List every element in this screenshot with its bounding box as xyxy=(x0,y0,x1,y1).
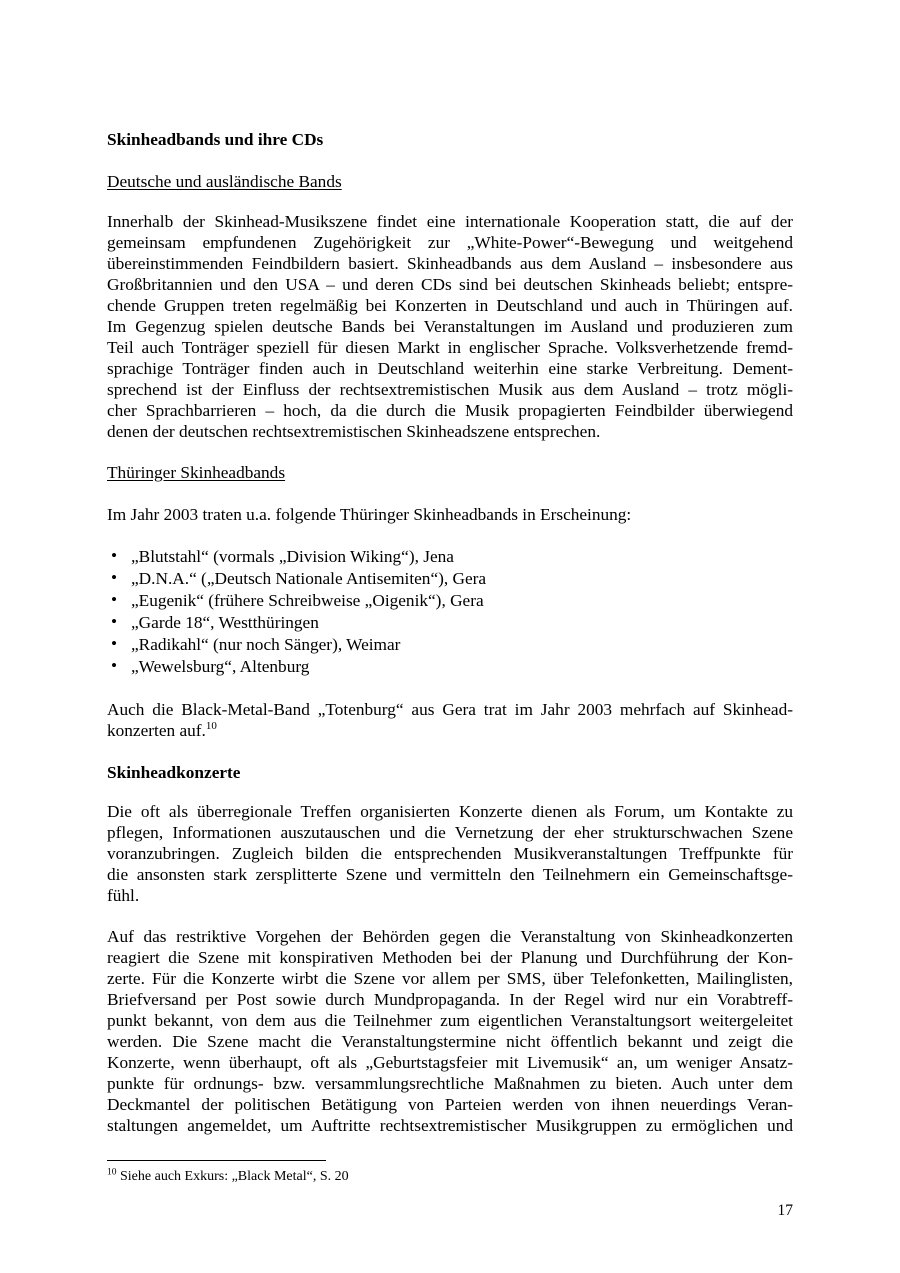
list-item xyxy=(107,546,793,567)
paragraph-line: gemeinsam empfundenen Zugehörigkeit zur „White-Power“-Bewegung und weitgehend xyxy=(107,233,793,252)
paragraph-line: Die oft als überregionale Treffen organisierten Konzerte dienen als Forum, um Kontakte zu xyxy=(107,802,793,821)
paragraph-line: staltungen angemeldet, um Auftritte rechtsextremistischer Musikgruppen zu ermöglichen und xyxy=(107,1116,793,1135)
band-name: „D.N.A.“ („Deutsch Nationale Antisemiten“), Gera xyxy=(131,569,487,588)
band-name: „Eugenik“ (frühere Schreibweise „Oigenik“), Gera xyxy=(131,591,484,610)
paragraph-line: Innerhalb der Skinhead-Musikszene findet eine internationale Kooperation statt, die auf der xyxy=(107,212,793,231)
paragraph-line: Briefversand per Post sowie durch Mundpropaganda. In der Regel wird nur ein Vorabtreff- xyxy=(107,990,793,1009)
paragraph-line: Im Gegenzug spielen deutsche Bands bei Veranstaltungen im Ausland und produzieren zum xyxy=(107,317,793,336)
paragraph-line: sprechend ist der Einfluss der rechtsextremistischen Musik aus dem Ausland – trotz mögli- xyxy=(107,380,793,399)
band-name: „Blutstahl“ (vormals „Division Wiking“), Jena xyxy=(131,547,454,566)
page-number: 17 xyxy=(777,1202,793,1219)
paragraph-line: voranzubringen. Zugleich bilden die entsprechenden Musikveranstaltungen Treffpunkte für xyxy=(107,844,793,863)
bullet-icon: • xyxy=(111,634,118,653)
band-name: „Radikahl“ (nur noch Sänger), Weimar xyxy=(131,635,401,654)
footnote-reference[interactable]: 10 xyxy=(205,720,217,733)
paragraph-line: übereinstimmenden Feindbildern basiert. Skinheadbands aus dem Ausland – insbesondere aus xyxy=(107,254,793,273)
bands-intro: Im Jahr 2003 traten u.a. folgende Thüringer Skinheadbands in Erscheinung: xyxy=(107,505,632,524)
bullet-icon: • xyxy=(111,590,118,609)
section-heading-skinheadbands: Skinheadbands und ihre CDs xyxy=(107,130,324,149)
bullet-icon: • xyxy=(111,546,118,565)
totenburg-note-line: Auch die Black-Metal-Band „Totenburg“ aus Gera trat im Jahr 2003 mehrfach auf Skinhead- xyxy=(107,700,793,719)
list-item xyxy=(107,656,793,677)
paragraph-line: Auf das restriktive Vorgehen der Behörden gegen die Veranstaltung von Skinheadkonzerten xyxy=(107,927,793,946)
footnote-number: 10 xyxy=(107,1167,117,1178)
bullet-icon: • xyxy=(111,656,118,675)
totenburg-note-text: konzerten auf. xyxy=(107,721,206,740)
list-item xyxy=(107,568,793,589)
subheading-thueringer-bands: Thüringer Skinheadbands xyxy=(107,463,286,482)
paragraph-line: zerte. Für die Konzerte wirbt die Szene vor allem per SMS, über Telefonketten, Mailinglisten, xyxy=(107,969,793,988)
paragraph-line: sprachige Tonträger finden auch in Deutschland weiterhin eine starke Verbreitung. Dement- xyxy=(107,359,793,378)
paragraph-line: reagiert die Szene mit konspirativen Methoden bei der Planung und Durchführung der Kon- xyxy=(107,948,793,967)
totenburg-note-line xyxy=(107,720,217,741)
paragraph-line: die ansonsten stark zersplitterte Szene und vermitteln den Teilnehmern ein Gemeinschaftsge- xyxy=(107,865,793,884)
paragraph-line: Teil auch Tonträger speziell für diesen Markt in englischer Sprache. Volksverhetzende fremd- xyxy=(107,338,793,357)
list-item xyxy=(107,634,793,655)
footnote xyxy=(107,1168,349,1186)
paragraph-line: punkt bekannt, von dem aus die Teilnehmer zum eigentlichen Veranstaltungsort weitergeleitet xyxy=(107,1011,793,1030)
paragraph-line: pflegen, Informationen auszutauschen und die Vernetzung der eher strukturschwachen Szene xyxy=(107,823,793,842)
paragraph-line: Konzerte, wenn überhaupt, oft als „Geburtstagsfeier mit Livemusik“ an, um weniger Ansatz- xyxy=(107,1053,793,1072)
paragraph-line: Großbritannien und den USA – und deren CDs sind bei deutschen Skinheads beliebt; entspre- xyxy=(107,275,793,294)
paragraph-line: Deckmantel der politischen Betätigung von Parteien werden von ihnen neuerdings Veran- xyxy=(107,1095,793,1114)
section-heading-konzerte: Skinheadkonzerte xyxy=(107,763,241,782)
bullet-icon: • xyxy=(111,568,118,587)
band-name: „Wewelsburg“, Altenburg xyxy=(131,657,310,676)
paragraph-line: fühl. xyxy=(107,886,140,905)
paragraph-line: punkte für ordnungs- bzw. versammlungsrechtliche Maßnahmen zu bieten. Auch unter dem xyxy=(107,1074,793,1093)
paragraph-line: werden. Die Szene macht die Veranstaltungstermine nicht öffentlich bekannt und zeigt die xyxy=(107,1032,793,1051)
footnote-separator xyxy=(107,1160,326,1161)
list-item xyxy=(107,612,793,633)
paragraph-line: cher Sprachbarrieren – hoch, da die durch die Musik propagierten Feindbilder überwiegend xyxy=(107,401,793,420)
list-item xyxy=(107,590,793,611)
band-name: „Garde 18“, Westthüringen xyxy=(131,613,319,632)
bullet-icon: • xyxy=(111,612,118,631)
subheading-deutsche-bands: Deutsche und ausländische Bands xyxy=(107,172,342,191)
footnote-text: Siehe auch Exkurs: „Black Metal“, S. 20 xyxy=(116,1169,349,1184)
paragraph-line: chende Gruppen treten regelmäßig bei Konzerten in Deutschland und auch in Thüringen auf. xyxy=(107,296,793,315)
paragraph-line: denen der deutschen rechtsextremistischen Skinheadszene entsprechen. xyxy=(107,422,601,441)
